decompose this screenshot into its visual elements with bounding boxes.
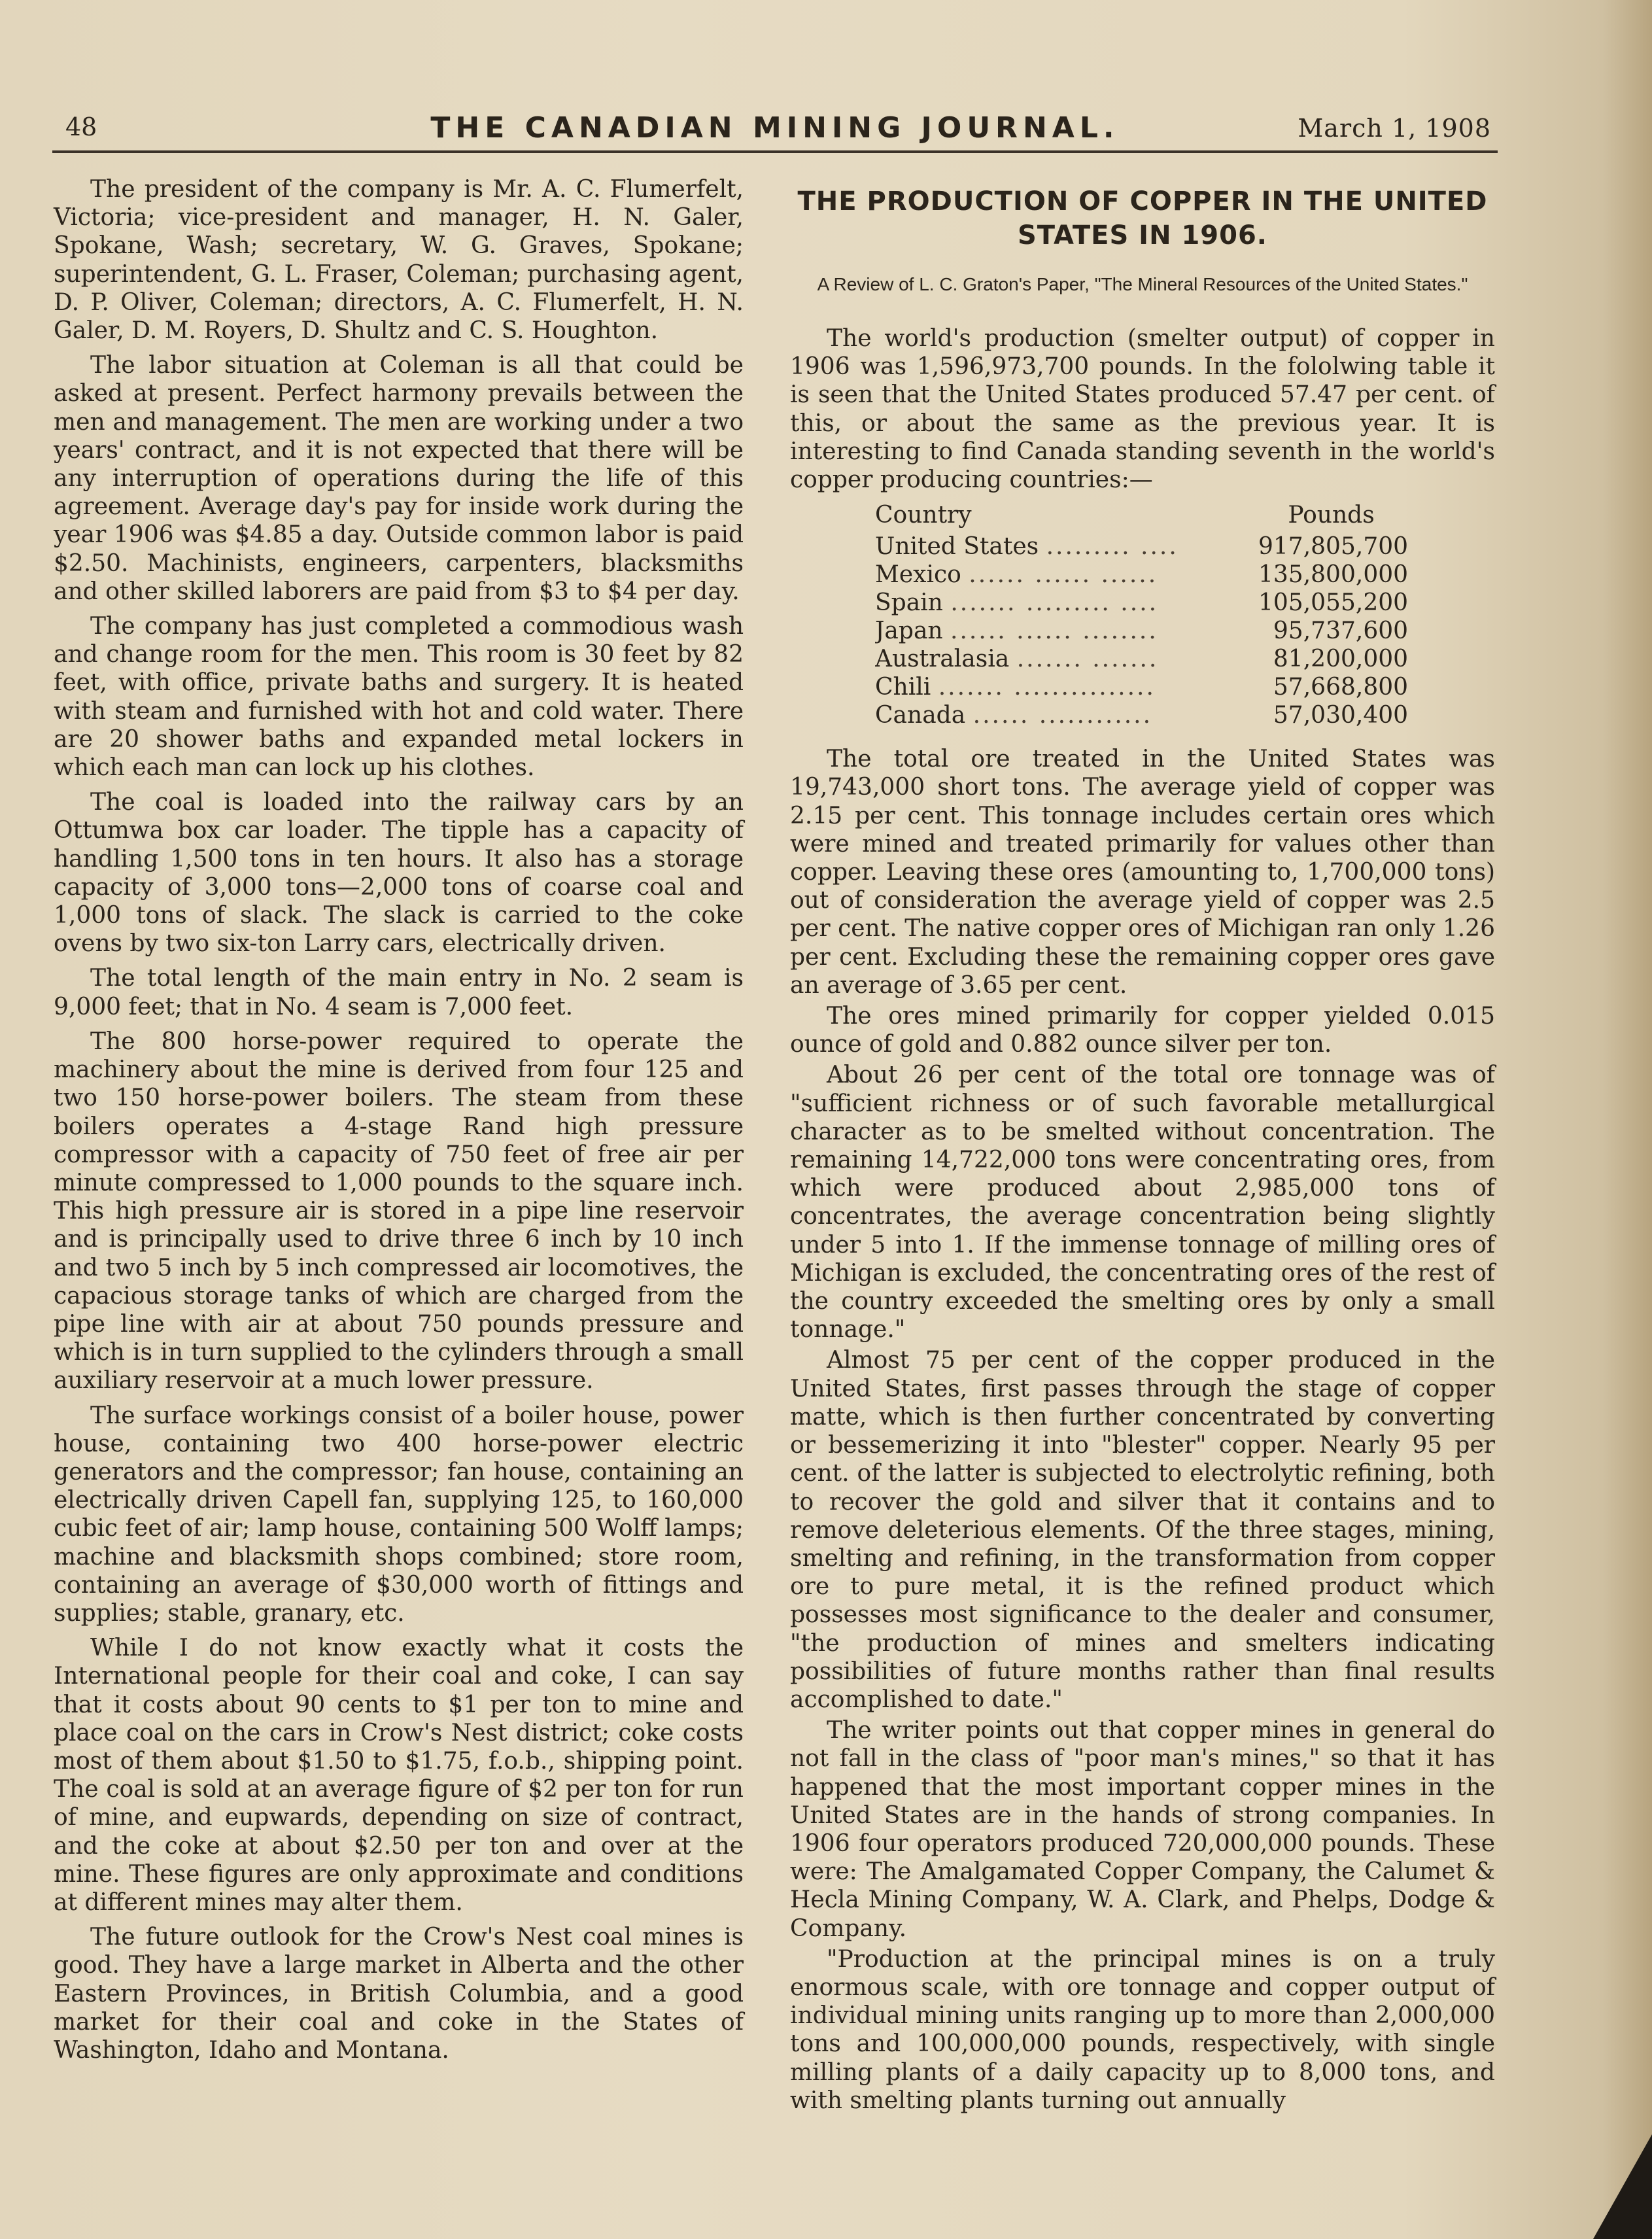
pounds-cell: 135,800,000 <box>1258 561 1409 589</box>
country-cell: Spain <box>875 589 943 617</box>
country-cell: Chili <box>875 674 931 701</box>
table-row <box>875 589 1408 617</box>
page-corner-shadow <box>1593 2134 1652 2239</box>
paragraph: The total ore treated in the United States was 19,743,000 short tons. The average yield of copper was 2.15 per cent. This tonnage includes certain ores which were mined and treated primarily for values other than copper. Leaving these ores (amounting to, 1,700,000 tons) out of consideration the average yield of copper was 2.5 per cent. The native copper ores of Michigan ran only 1.26 per cent. Excluding these the remaining copper ores gave an average of 3.65 per cent. <box>790 746 1495 999</box>
paragraph: The company has just completed a commodious wash and change room for the men. This room is 30 feet by 82 feet, with office, private baths and surgery. It is heated with steam and furnished with hot and cold water. There are 20 shower baths and expanded metal lockers in which each man can lock up his clothes. <box>54 613 744 782</box>
table-row <box>875 645 1408 673</box>
country-cell: Canada <box>875 702 966 729</box>
pounds-cell: 57,030,400 <box>1273 702 1409 729</box>
left-column <box>54 175 744 2071</box>
paragraph: The coal is loaded into the railway cars by an Ottumwa box car loader. The tipple has a capacity of handling 1,500 tons in ten hours. It also has a storage capacity of 3,000 tons—2,000 tons of coarse coal and 1,000 tons of slack. The slack is carried to the coke ovens by two six-ton Larry cars, electrically driven. <box>54 789 744 958</box>
pounds-column-header: Pounds <box>1288 502 1375 529</box>
copper-production-table <box>875 502 1408 729</box>
leader-dots: ...... ...... ...... <box>969 561 1158 589</box>
country-column-header: Country <box>875 502 972 529</box>
page-header <box>52 111 1498 153</box>
paragraph: The surface workings consist of a boiler house, power house, containing two 400 horse-power electric generators and the compressor; fan house, containing an electrically driven Capell fan, supplying 125, to 160,000 cubic feet of air; lamp house, containing 500 Wolff lamps; machine and blacksmith shops combined; store room, containing an average of $30,000 worth of fittings and supplies; stable, granary, etc. <box>54 1402 744 1627</box>
paragraph: The 800 horse-power required to operate the machinery about the mine is derived from four 125 and two 150 horse-power boilers. The steam from these boilers operates a 4-stage Rand high pressure compressor with a capacity of 750 feet of free air per minute compressed to 1,000 pounds to the square inch. This high pressure air is stored in a pipe line reservoir and is principally used to drive three 6 inch by 10 inch and two 5 inch by 5 inch compressed air locomotives, the capacious storage tanks of which are charged from the pipe line with air at about 750 pounds pressure and which is in turn supplied to the cylinders through a small auxiliary reservoir at a much lower pressure. <box>54 1028 744 1395</box>
country-cell: Mexico <box>875 561 961 589</box>
table-row <box>875 532 1408 561</box>
table-row <box>875 673 1408 701</box>
journal-title: THE CANADIAN MINING JOURNAL. <box>430 111 1120 145</box>
right-column <box>790 175 1495 2117</box>
pounds-cell: 57,668,800 <box>1273 674 1409 701</box>
pounds-cell: 95,737,600 <box>1273 617 1409 645</box>
intro-paragraph: The world's production (smelter output) of copper in 1906 was 1,596,973,700 pounds. In the fololwing table it is seen that the United States produced 57.47 per cent. of this, or about the same as the previous year. It is interesting to find Canada standing seventh in the world's copper producing countries:— <box>790 325 1495 494</box>
country-cell: United States <box>875 533 1039 561</box>
table-row <box>875 617 1408 645</box>
issue-date: March 1, 1908 <box>1298 114 1491 143</box>
paragraph: Almost 75 per cent of the copper produced in the United States, first passes through the stage of copper matte, which is then further concentrated by converting or bessemerizing it into "blester" copper. Nearly 95 per cent. of the latter is subjected to electrolytic refining, both to recover the gold and silver that it contains and to remove deleterious elements. Of the three stages, mining, smelting and refining, in the transformation from copper ore to pure metal, it is the refined product which possesses most significance to the dealer and consumer, "the production of mines and smelters indicating possibilities of future months rather than final results accomplished to date." <box>790 1347 1495 1713</box>
paragraph: While I do not know exactly what it costs the International people for their coal and coke, I can say that it costs about 90 cents to $1 per ton to mine and place coal on the cars in Crow's Nest district; coke costs most of them about $1.50 to $1.75, f.o.b., shipping point. The coal is sold at an average figure of $2 per ton for run of mine, and eupwards, depending on size of contract, and the coke at about $2.50 per ton and over at the mine. These figures are only approximate and conditions at different mines may alter them. <box>54 1635 744 1916</box>
page-number: 48 <box>65 113 97 141</box>
leader-dots: ......... .... <box>1046 533 1179 561</box>
article-title: THE PRODUCTION OF COPPER IN THE UNITED STATES IN 1906. <box>797 186 1488 251</box>
paragraph: "Production at the principal mines is on a truly enormous scale, with ore tonnage and copper output of individual mining units ranging up to more than 2,000,000 tons and 100,000,000 pounds, respectively, with single milling plants of a daily capacity up to 8,000 tons, and with smelting plants turning out annually <box>790 1945 1495 2114</box>
pounds-cell: 105,055,200 <box>1258 589 1409 617</box>
leader-dots: ...... ...... ........ <box>950 617 1158 645</box>
paragraph: The ores mined primarily for copper yielded 0.015 ounce of gold and 0.882 ounce silver per ton. <box>790 1003 1495 1058</box>
paragraph: The writer points out that copper mines in general do not fall in the class of "poor man's mines," so that it has happened that the most important copper mines in the United States are in the hands of strong companies. In 1906 four operators produced 720,000,000 pounds. These were: The Amalgamated Copper Company, the Calumet & Hecla Mining Company, W. A. Clark, and Phelps, Dodge & Company. <box>790 1717 1495 1942</box>
table-header-row <box>875 502 1408 532</box>
country-cell: Australasia <box>875 646 1010 673</box>
paragraph: The future outlook for the Crow's Nest coal mines is good. They have a large market in Alberta and the other Eastern Provinces, in British Columbia, and a good market for their coal and coke in the States of Washington, Idaho and Montana. <box>54 1924 744 2064</box>
leader-dots: ....... ....... <box>1016 646 1159 673</box>
pounds-cell: 917,805,700 <box>1258 533 1409 561</box>
table-row <box>875 701 1408 729</box>
leader-dots: ....... ......... .... <box>950 589 1159 617</box>
paragraph: The total length of the main entry in No. 2 seam is 9,000 feet; that in No. 4 seam is 7,000 feet. <box>54 965 744 1020</box>
paragraph: The labor situation at Coleman is all that could be asked at present. Perfect harmony prevails between the men and management. The men are working under a two years' contract, and it is not expected that there will be any interruption of operations during the life of this agreement. Average day's pay for inside work during the year 1906 was $4.85 a day. Outside common labor is paid $2.50. Machinists, engineers, carpenters, blacksmiths and other skilled laborers are paid from $3 to $4 per day. <box>54 352 744 605</box>
article-subtitle: A Review of L. C. Graton's Paper, "The Mineral Resources of the United States." <box>817 274 1468 294</box>
country-cell: Japan <box>875 617 943 645</box>
leader-dots: ...... ............ <box>972 702 1153 729</box>
table-row <box>875 561 1408 589</box>
paragraph: The president of the company is Mr. A. C. Flumerfelt, Victoria; vice-president and manager, H. N. Galer, Spokane, Wash; secretary, W. G. Graves, Spokane; superintendent, G. L. Fraser, Coleman; purchasing agent, D. P. Oliver, Coleman; directors, A. C. Flumerfelt, H. N. Galer, D. M. Royers, D. Shultz and C. S. Houghton. <box>54 176 744 345</box>
pounds-cell: 81,200,000 <box>1273 646 1409 673</box>
leader-dots: ....... ............... <box>938 674 1156 701</box>
paragraph: About 26 per cent of the total ore tonnage was of "sufficient richness or of such favorable metallurgical character as to be smelted without concentration. The remaining 14,722,000 tons were concentrating ores, from which were produced about 2,985,000 tons of concentrates, the average concentration being slightly under 5 into 1. If the immense tonnage of milling ores of Michigan is excluded, the concentrating ores of the rest of the country exceeded the smelting ores by only a small tonnage." <box>790 1062 1495 1344</box>
